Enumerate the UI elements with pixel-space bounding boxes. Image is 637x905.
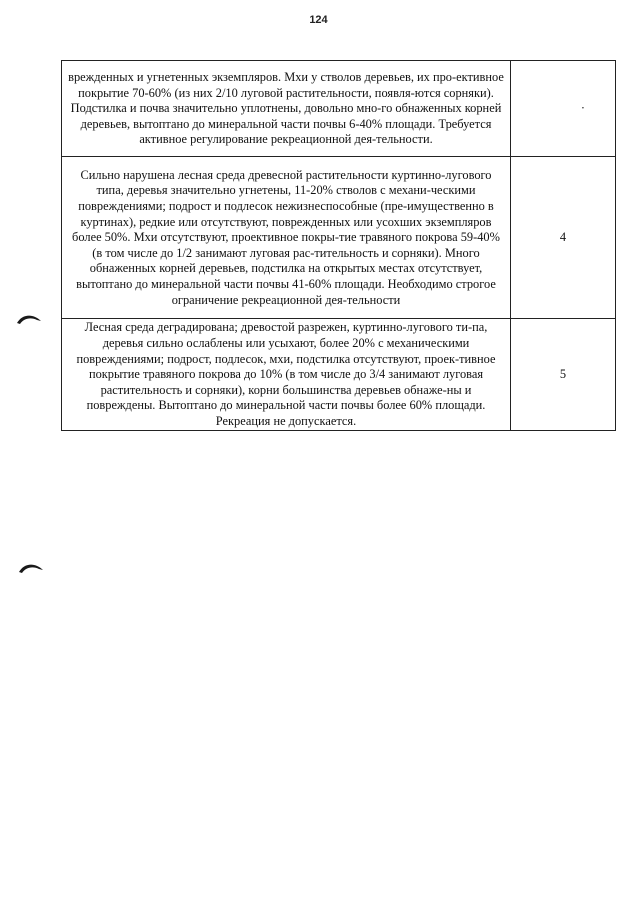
row-description: Сильно нарушена лесная среда древесной растительности куртинно-лугового типа, деревья значительно угнетены, 11-20% стволов с механи-ческими повреждениями; подрост и подлесок нежизнеспособные (пре-имущественно в куртинах), редкие или отсутствуют, поврежденных или усохших экземпляров более 50%. Мхи отсутствуют, проективное покры-тие травяного покрова 59-40% (в том числе до 1/2 занимают луговая рас-тительность и сорняки). Много обнаженных корней деревьев, подстилка на открытых местах отсутствует, вытоптано до минеральной части почвы 41-60% площади. Необходимо строгое ограничение рекреационной дея-тельности <box>62 157 511 319</box>
scan-mark-icon <box>18 561 44 575</box>
row-score: 5 <box>511 319 616 431</box>
table-row <box>62 61 616 157</box>
row-score: 4 <box>511 157 616 319</box>
row-description: врежденных и угнетенных экземпляров. Мхи у стволов деревьев, их про-ективное покрытие 70-60% (из них 2/10 луговой растительности, появля-ются сорняки). Подстилка и почва значительно уплотнены, довольно мно-го обнаженных корней деревьев, вытоптано до минеральной части почвы 6-40% площади. Требуется активное регулирование рекреационной дея-тельности. <box>62 61 511 157</box>
recreation-degradation-table <box>61 60 616 431</box>
scan-mark-icon <box>16 312 42 326</box>
page-number: 124 <box>309 14 328 26</box>
table-row <box>62 157 616 319</box>
row-score: · <box>511 61 616 157</box>
table-row <box>62 319 616 431</box>
row-description: Лесная среда деградирована; древостой разрежен, куртинно-лугового ти-па, деревья сильно ослаблены или усыхают, более 20% с механическими повреждениями; подрост, подлесок, мхи, подстилка отсутствуют, проек-тивное покрытие травяного покрова до 10% (в том числе до 3/4 занимают луговая растительность и сорняки), корни большинства деревьев обнаже-ны и повреждены. Вытоптано до минеральной части почвы более 60% площади. Рекреация не допускается. <box>62 319 511 431</box>
